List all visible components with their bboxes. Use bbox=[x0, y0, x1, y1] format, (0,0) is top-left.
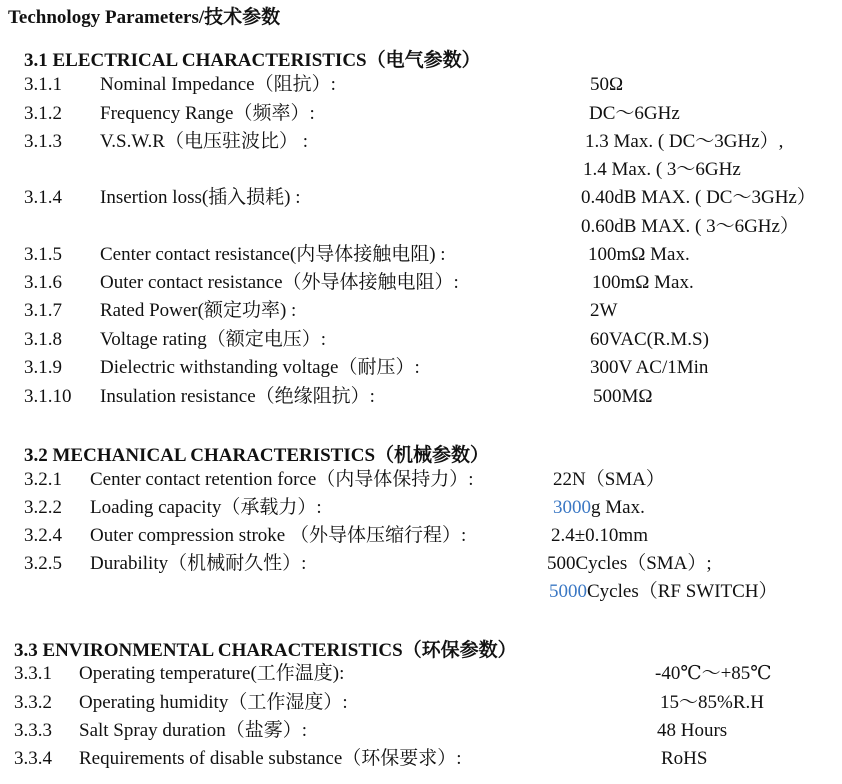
item-label: Operating humidity（工作湿度）: bbox=[79, 692, 348, 713]
item-label: Rated Power(额定功率) : bbox=[100, 300, 297, 321]
item-value: 500MΩ bbox=[593, 386, 653, 407]
item-label: Operating temperature(工作温度): bbox=[79, 663, 345, 684]
item-number: 3.1.5 bbox=[24, 244, 62, 265]
item-number: 3.2.1 bbox=[24, 469, 62, 490]
item-label: Loading capacity（承载力）: bbox=[90, 497, 322, 518]
item-value: 1.3 Max. ( DC～3GHz）, bbox=[585, 131, 784, 152]
item-value-unit: g Max. bbox=[591, 497, 645, 518]
item-label: Outer contact resistance（外导体接触电阻）: bbox=[100, 272, 459, 293]
page-title: Technology Parameters/技术参数 bbox=[8, 7, 281, 28]
section-heading-mechanical: 3.2 MECHANICAL CHARACTERISTICS（机械参数） bbox=[24, 445, 490, 466]
item-value: 50Ω bbox=[590, 74, 624, 95]
item-label: Nominal Impedance（阻抗）: bbox=[100, 74, 336, 95]
item-label: Frequency Range（频率）: bbox=[100, 103, 315, 124]
item-label: Insertion loss(插入损耗) : bbox=[100, 187, 301, 208]
item-number: 3.2.4 bbox=[24, 525, 62, 546]
item-number: 3.3.4 bbox=[14, 748, 52, 769]
item-number: 3.1.8 bbox=[24, 329, 62, 350]
item-value: 0.40dB MAX. ( DC～3GHz） bbox=[581, 187, 816, 208]
item-value: RoHS bbox=[661, 748, 708, 769]
item-number: 3.2.5 bbox=[24, 553, 62, 574]
item-label: Center contact resistance(内导体接触电阻) : bbox=[100, 244, 446, 265]
item-value: -40℃～+85℃ bbox=[655, 663, 772, 684]
item-label: Dielectric withstanding voltage（耐压）: bbox=[100, 357, 420, 378]
item-value: 500Cycles（SMA）; bbox=[547, 553, 712, 574]
item-value: 100mΩ Max. bbox=[588, 244, 690, 265]
item-value-secondary bbox=[549, 581, 778, 603]
item-label: V.S.W.R（电压驻波比） : bbox=[100, 131, 308, 152]
item-value-secondary: 1.4 Max. ( 3～6GHz bbox=[583, 159, 741, 180]
item-number: 3.2.2 bbox=[24, 497, 62, 518]
item-value-highlight: 5000 bbox=[549, 581, 587, 602]
item-label: Requirements of disable substance（环保要求）: bbox=[79, 748, 462, 769]
item-value bbox=[553, 497, 645, 519]
item-value: 60VAC(R.M.S) bbox=[590, 329, 709, 350]
section-heading-electrical: 3.1 ELECTRICAL CHARACTERISTICS（电气参数） bbox=[24, 50, 481, 71]
item-value: 2.4±0.10mm bbox=[551, 525, 648, 546]
item-number: 3.1.10 bbox=[24, 386, 72, 407]
item-label: Voltage rating（额定电压）: bbox=[100, 329, 327, 350]
item-value: 22N（SMA） bbox=[553, 469, 665, 490]
item-label: Durability（机械耐久性）: bbox=[90, 553, 307, 574]
item-value: 15～85%R.H bbox=[660, 692, 764, 713]
item-value-unit: Cycles（RF SWITCH） bbox=[587, 581, 778, 602]
item-label: Insulation resistance（绝缘阻抗）: bbox=[100, 386, 375, 407]
item-number: 3.1.3 bbox=[24, 131, 62, 152]
item-number: 3.1.2 bbox=[24, 103, 62, 124]
item-number: 3.1.6 bbox=[24, 272, 62, 293]
item-number: 3.3.2 bbox=[14, 692, 52, 713]
item-value: 2W bbox=[590, 300, 618, 321]
item-label: Salt Spray duration（盐雾）: bbox=[79, 720, 307, 741]
item-value-highlight: 3000 bbox=[553, 497, 591, 518]
item-number: 3.3.3 bbox=[14, 720, 52, 741]
item-number: 3.1.1 bbox=[24, 74, 62, 95]
item-value: 300V AC/1Min bbox=[590, 357, 709, 378]
item-value-secondary: 0.60dB MAX. ( 3～6GHz） bbox=[581, 216, 799, 237]
item-number: 3.1.9 bbox=[24, 357, 62, 378]
item-value: 48 Hours bbox=[657, 720, 728, 741]
section-heading-environmental: 3.3 ENVIRONMENTAL CHARACTERISTICS（环保参数） bbox=[14, 640, 517, 661]
item-label: Outer compression stroke （外导体压缩行程）: bbox=[90, 525, 467, 546]
item-label: Center contact retention force（内导体保持力）: bbox=[90, 469, 474, 490]
item-value: 100mΩ Max. bbox=[592, 272, 694, 293]
item-value: DC～6GHz bbox=[589, 103, 680, 124]
item-number: 3.1.7 bbox=[24, 300, 62, 321]
item-number: 3.1.4 bbox=[24, 187, 62, 208]
item-number: 3.3.1 bbox=[14, 663, 52, 684]
